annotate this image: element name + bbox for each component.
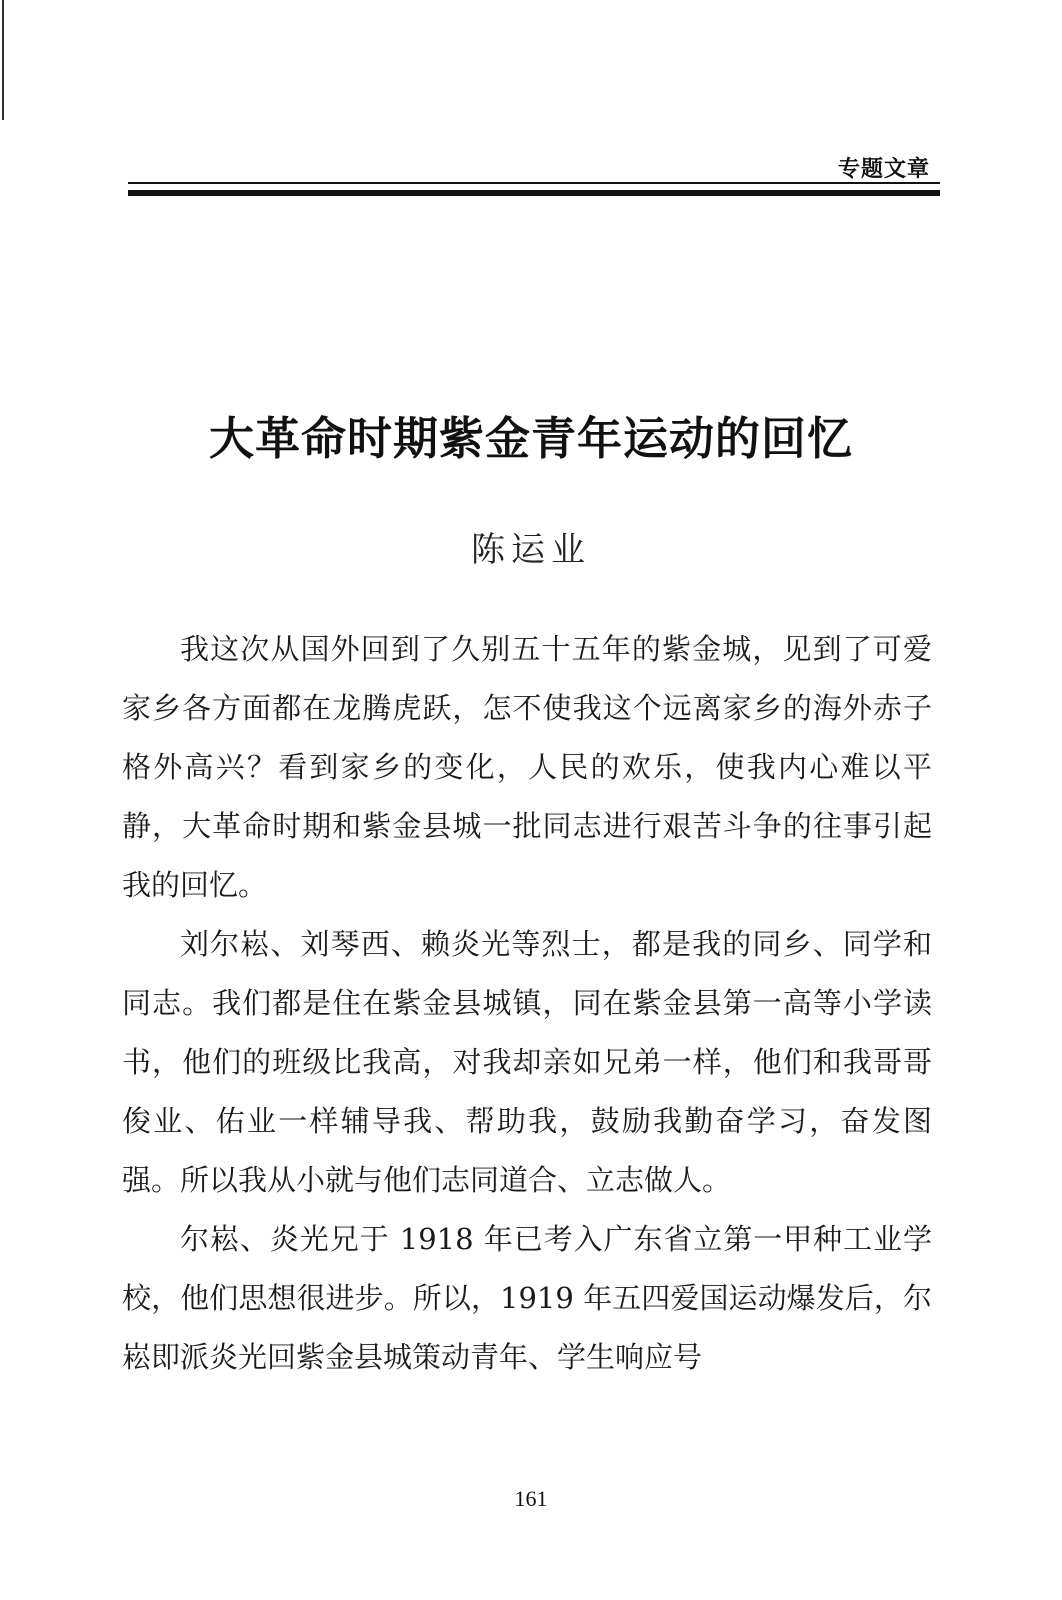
header-rule-thick	[128, 190, 940, 196]
header-rule-thin	[128, 182, 940, 184]
paragraph-2: 刘尔崧、刘琴西、赖炎光等烈士，都是我的同乡、同学和同志。我们都是住在紫金县城镇，同在紫金县第一高等小学读书，他们的班级比我高，对我却亲如兄弟一样，他们和我哥哥俊业、佑业一样辅导我、帮助我，鼓励我勤奋学习，奋发图强。所以我从小就与他们志同道合、立志做人。	[122, 927, 932, 1197]
paragraph-3: 尔崧、炎光兄于 1918 年已考入广东省立第一甲种工业学校，他们思想很进步。所以，1919 年五四爱国运动爆发后，尔崧即派炎光回紫金县城策动青年、学生响应号	[122, 1222, 932, 1374]
scan-edge-mark	[2, 0, 4, 120]
article-body	[122, 620, 932, 1387]
page-number: 161	[514, 1486, 548, 1511]
paragraph-1: 我这次从国外回到了久别五十五年的紫金城，见到了可爱家乡各方面都在龙腾虎跃，怎不使我这个远离家乡的海外赤子格外高兴？看到家乡的变化，人民的欢乐，使我内心难以平静，大革命时期和紫金县城一批同志进行艰苦斗争的往事引起我的回忆。	[122, 632, 932, 902]
article-title: 大革命时期紫金青年运动的回忆	[208, 412, 853, 465]
article-author: 陈运业	[471, 530, 591, 570]
section-label: 专题文章	[837, 157, 930, 182]
